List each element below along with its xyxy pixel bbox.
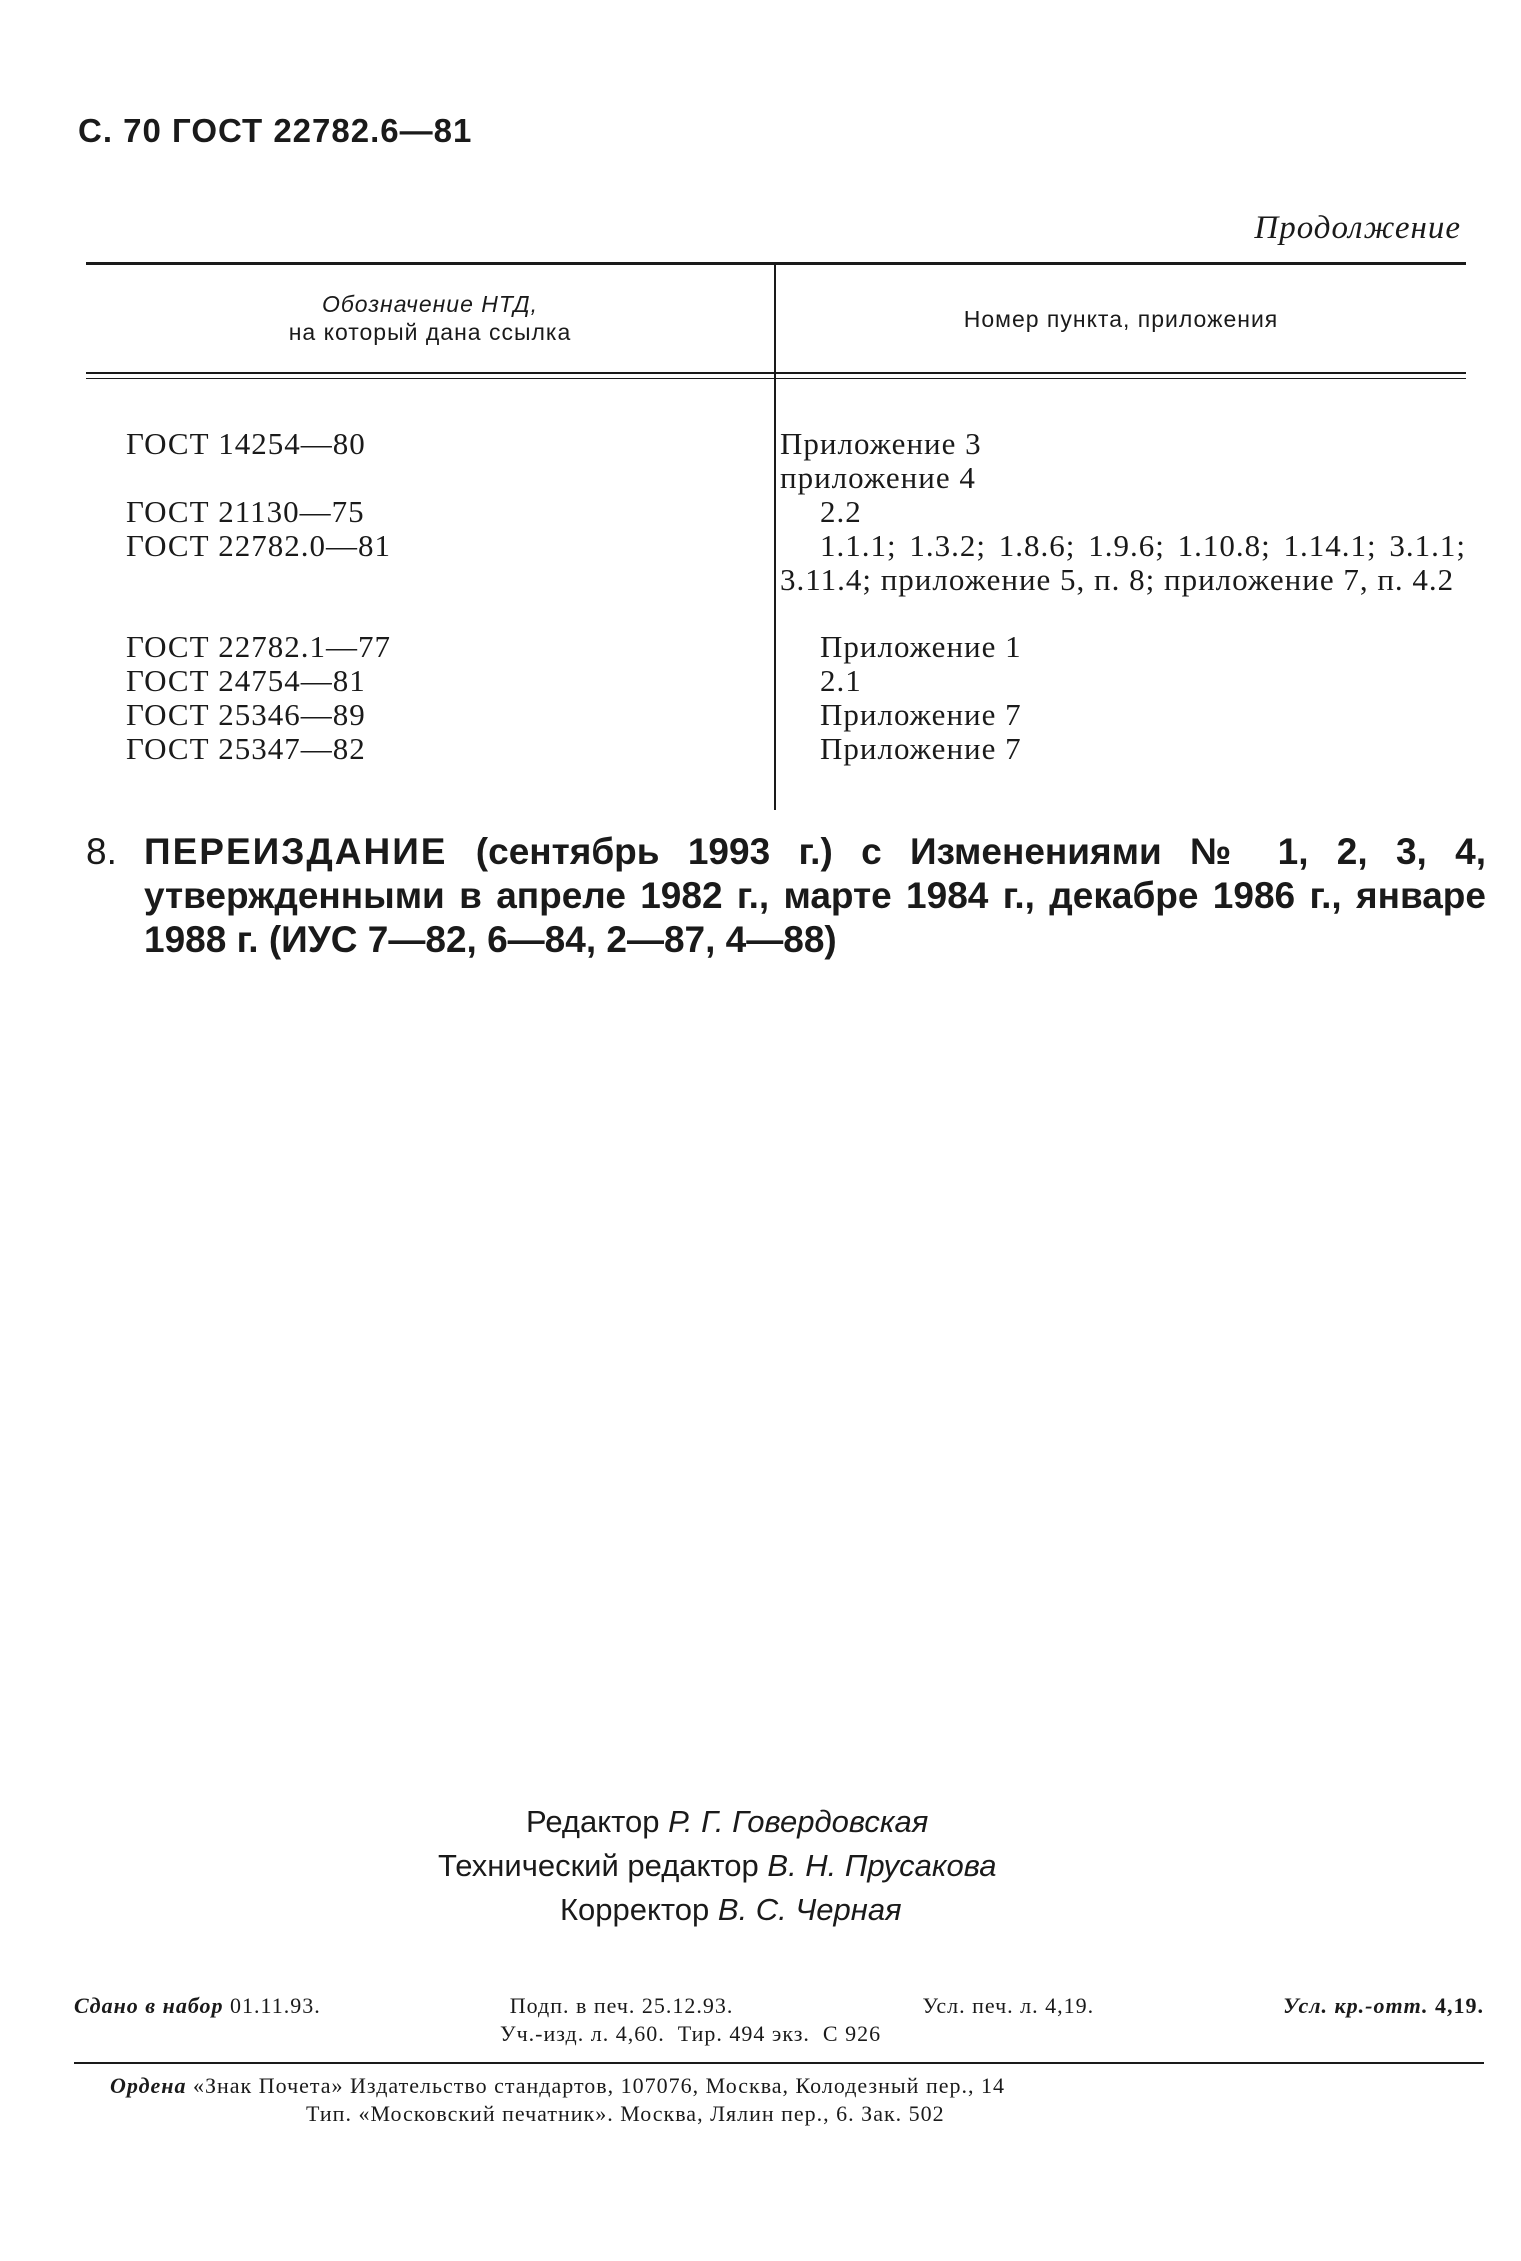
continuation-label: Продолжение	[1254, 210, 1461, 246]
imprint-color-prints-value: 4,19.	[1434, 1993, 1484, 2018]
imprint-print-data	[74, 1992, 1484, 2048]
reissue-body	[144, 830, 1486, 962]
imprint-publisher: «Знак Почета» Издательство стандартов, 107076, Москва, Колодезный пер., 14	[193, 2073, 1005, 2098]
page-header: С. 70 ГОСТ 22782.6—81	[78, 112, 473, 149]
row-doc: ГОСТ 22782.1—77	[126, 629, 392, 664]
credit-editor	[380, 1800, 1180, 1844]
row-ref: 1.1.1; 1.3.2; 1.8.6; 1.9.6; 1.10.8; 1.14.1; 3.1.1; 3.11.4; приложение 5, п. 8; приложение 7, п. 4.2	[780, 528, 1466, 597]
imprint-line-2	[74, 2020, 1484, 2048]
credit-tech-editor-name: В. Н. Прусакова	[767, 1848, 997, 1883]
imprint-circulation: Тир. 494 экз.	[677, 2021, 810, 2046]
imprint-print-sheets: Усл. печ. л. 4,19.	[922, 1993, 1095, 2018]
credit-tech-editor	[380, 1844, 1180, 1888]
imprint-rule	[74, 2062, 1484, 2064]
row-doc: ГОСТ 22782.0—81	[126, 528, 392, 563]
row-doc: ГОСТ 14254—80	[126, 426, 366, 461]
reissue-text: (сентябрь 1993 г.) с Изменениями № 1, 2, 3, 4, утвержденными в апреле 1982 г., марте 1984 г., декабре 1986 г., январе 1988 г. (ИУС 7—82, 6—84, 2—87, 4—88)	[144, 831, 1486, 960]
row-ref: 2.2	[820, 494, 862, 529]
imprint-printer: Тип. «Московский печатник». Москва, Лялин пер., 6. Зак. 502	[306, 2101, 945, 2126]
imprint-line-1	[74, 1992, 1484, 2020]
reissue-title: ПЕРЕИЗДАНИЕ	[144, 831, 448, 872]
credits	[380, 1800, 1180, 1932]
row-ref-line: Приложение 3	[780, 426, 982, 461]
credit-tech-editor-label: Технический редактор	[438, 1848, 759, 1883]
credit-editor-name: Р. Г. Говердовская	[668, 1804, 929, 1839]
imprint-order-code: С 926	[822, 2021, 882, 2046]
table-header-designation	[86, 290, 774, 346]
row-doc: ГОСТ 21130—75	[126, 494, 365, 529]
imprint-signed: Подп. в печ. 25.12.93.	[509, 1993, 734, 2018]
row-doc: ГОСТ 25347—82	[126, 731, 366, 766]
row-ref: Приложение 7	[820, 697, 1022, 732]
credit-proofreader-label: Корректор	[560, 1892, 710, 1927]
imprint-submitted-label: Сдано в набор	[74, 1993, 224, 2018]
row-ref: Приложение 1	[820, 629, 1022, 664]
row-doc: ГОСТ 25346—89	[126, 697, 366, 732]
table-header-rule-2	[86, 378, 1466, 379]
table-header-clause: Номер пункта, приложения	[963, 306, 1279, 332]
imprint-submitted	[74, 1992, 321, 2020]
references-table	[86, 262, 1466, 810]
table-header-designation-line1: Обозначение НТД,	[321, 291, 539, 317]
reissue-number: 8.	[86, 831, 117, 872]
imprint-publisher-block	[110, 2072, 1450, 2128]
imprint-publisher-line	[110, 2072, 1450, 2100]
table-header-designation-line2: на который дана ссылка	[288, 319, 572, 345]
table-column-divider	[774, 262, 776, 810]
imprint-color-prints	[1283, 1992, 1484, 2020]
row-ref: 2.1	[820, 663, 862, 698]
imprint-submitted-date: 01.11.93.	[230, 1993, 321, 2018]
row-ref	[780, 427, 1466, 495]
credit-proofreader-name: В. С. Черная	[717, 1892, 902, 1927]
imprint-publisher-sheets: Уч.-изд. л. 4,60.	[500, 2021, 665, 2046]
credit-proofreader	[380, 1888, 1180, 1932]
row-doc: ГОСТ 24754—81	[126, 663, 366, 698]
imprint-publisher-prefix: Ордена	[110, 2073, 187, 2098]
reissue-note	[86, 830, 1486, 960]
credit-editor-label: Редактор	[526, 1804, 660, 1839]
row-ref-line-2: приложение 4	[780, 460, 976, 495]
imprint-color-prints-label: Усл. кр.-отт.	[1283, 1993, 1429, 2018]
table-header-rule	[86, 372, 1466, 374]
table-top-rule	[86, 262, 1466, 265]
row-ref: Приложение 7	[820, 731, 1022, 766]
